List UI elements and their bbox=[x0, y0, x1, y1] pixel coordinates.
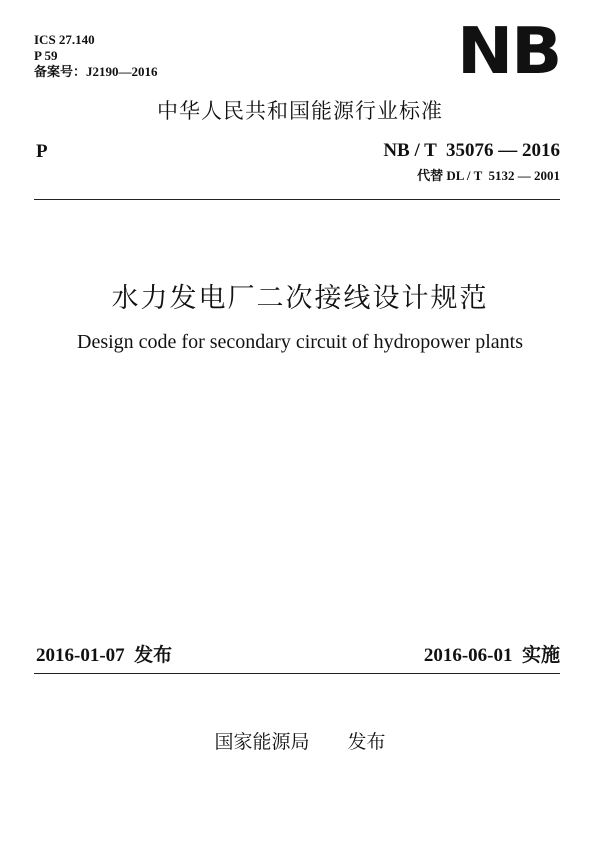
nb-logo: NB bbox=[457, 15, 561, 89]
category-code: P bbox=[36, 141, 48, 162]
replaces-standard: 代替 DL / T 5132 — 2001 bbox=[417, 168, 560, 183]
implement-date: 2016-06-01 实施 bbox=[423, 645, 560, 666]
title-chinese: 水力发电厂二次接线设计规范 bbox=[111, 283, 489, 314]
issuer-action: 发布 bbox=[347, 731, 386, 753]
bottom-divider bbox=[34, 673, 560, 674]
ics-code: ICS 27.140 bbox=[34, 32, 95, 47]
publish-date: 2016-01-07 发布 bbox=[36, 645, 173, 666]
standard-name: 中华人民共和国能源行业标准 bbox=[157, 99, 443, 123]
issuer-line bbox=[0, 730, 600, 754]
standard-number: NB / T 35076 — 2016 bbox=[383, 140, 560, 161]
issuer-name: 国家能源局 bbox=[214, 731, 310, 753]
filing-number: 备案号：J2190—2016 bbox=[34, 64, 158, 79]
title-english: Design code for secondary circuit of hydropower plants bbox=[77, 331, 523, 353]
ccs-code: P 59 bbox=[34, 48, 58, 63]
top-divider bbox=[34, 199, 560, 200]
